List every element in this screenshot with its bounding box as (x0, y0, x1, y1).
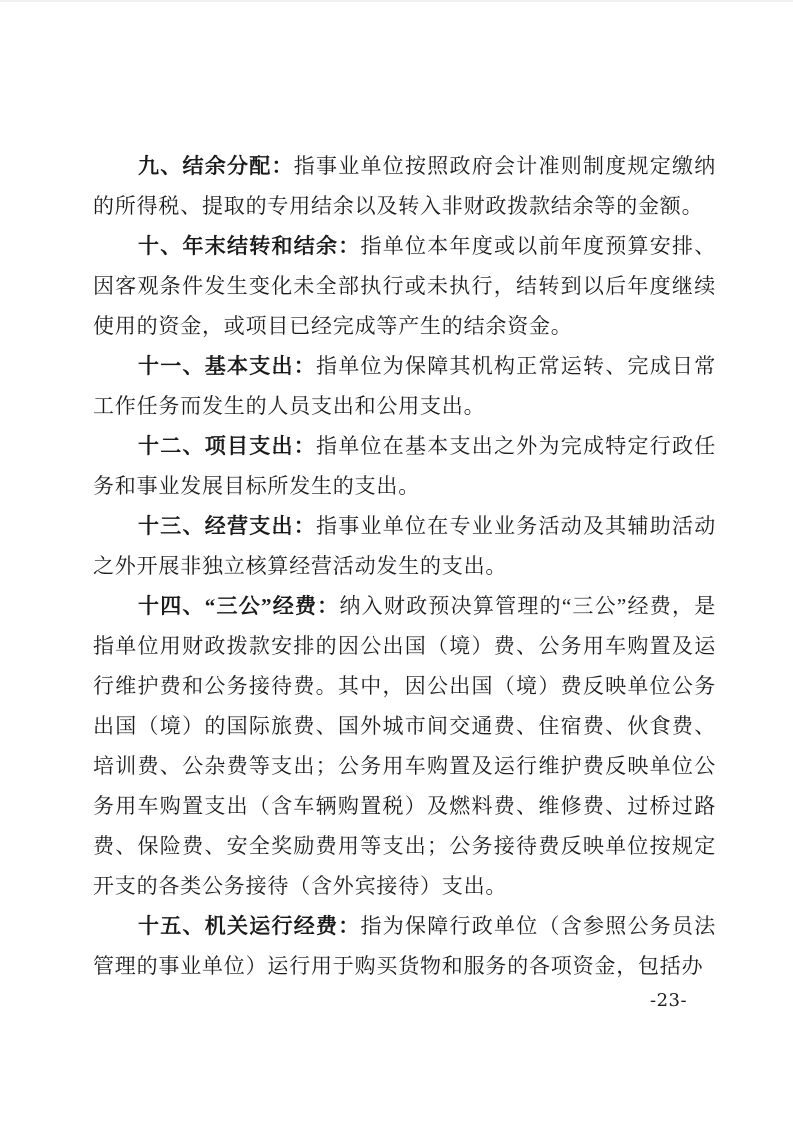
paragraph-text: 指事业单位在专业业务活动及其辅助活动之外开展非独立核算经营活动发生的支出。 (93, 514, 716, 578)
paragraph-text: 指为保障行政单位（含参照公务员法管理的事业单位）运行用于购买货物和服务的各项资金，包括办 (93, 914, 716, 978)
paragraph-text: 指事业单位按照政府会计准则制度规定缴纳的所得税、提取的专用结余以及转入非财政拨款结余等的金额。 (93, 154, 716, 218)
page-top-edge (0, 0, 793, 2)
paragraph-text: 指单位本年度或以前年度预算安排、因客观条件发生变化未全部执行或未执行，结转到以后年度继续使用的资金，或项目已经完成等产生的结余资金。 (93, 234, 716, 338)
paragraph (93, 226, 716, 346)
paragraph-text: 指单位在基本支出之外为完成特定行政任务和事业发展目标所发生的支出。 (93, 434, 716, 498)
document-body (93, 146, 716, 986)
paragraph (93, 146, 716, 226)
paragraph-lead: 十五、机关运行经费： (138, 914, 361, 938)
paragraph-lead: 十一、基本支出： (138, 354, 316, 378)
paragraph-lead: 十、年末结转和结余： (138, 234, 361, 258)
paragraph-text: 纳入财政预决算管理的“三公”经费，是指单位用财政拨款安排的因公出国（境）费、公务用车购置及运行维护费和公务接待费。其中，因公出国（境）费反映单位公务出国（境）的国际旅费、国外城市间交通费、住宿费、伙食费、培训费、公杂费等支出；公务用车购置及运行维护费反映单位公务用车购置支出（含车辆购置税）及燃料费、维修费、过桥过路费、保险费、安全奖励费用等支出；公务接待费反映单位按规定开支的各类公务接待（含外宾接待）支出。 (93, 594, 717, 898)
paragraph (93, 906, 716, 986)
paragraph (93, 426, 716, 506)
paragraph-lead: 十三、经营支出： (138, 514, 316, 538)
paragraph-text: 指单位为保障其机构正常运转、完成日常工作任务而发生的人员支出和公用支出。 (93, 354, 716, 418)
paragraph (93, 506, 716, 586)
paragraph-lead: 十二、项目支出： (138, 434, 316, 458)
page-number: -23- (650, 990, 688, 1011)
paragraph (93, 346, 716, 426)
paragraph-lead: 十四、“三公”经费： (138, 594, 340, 618)
paragraph (93, 586, 716, 906)
paragraph-lead: 九、结余分配： (138, 154, 294, 178)
